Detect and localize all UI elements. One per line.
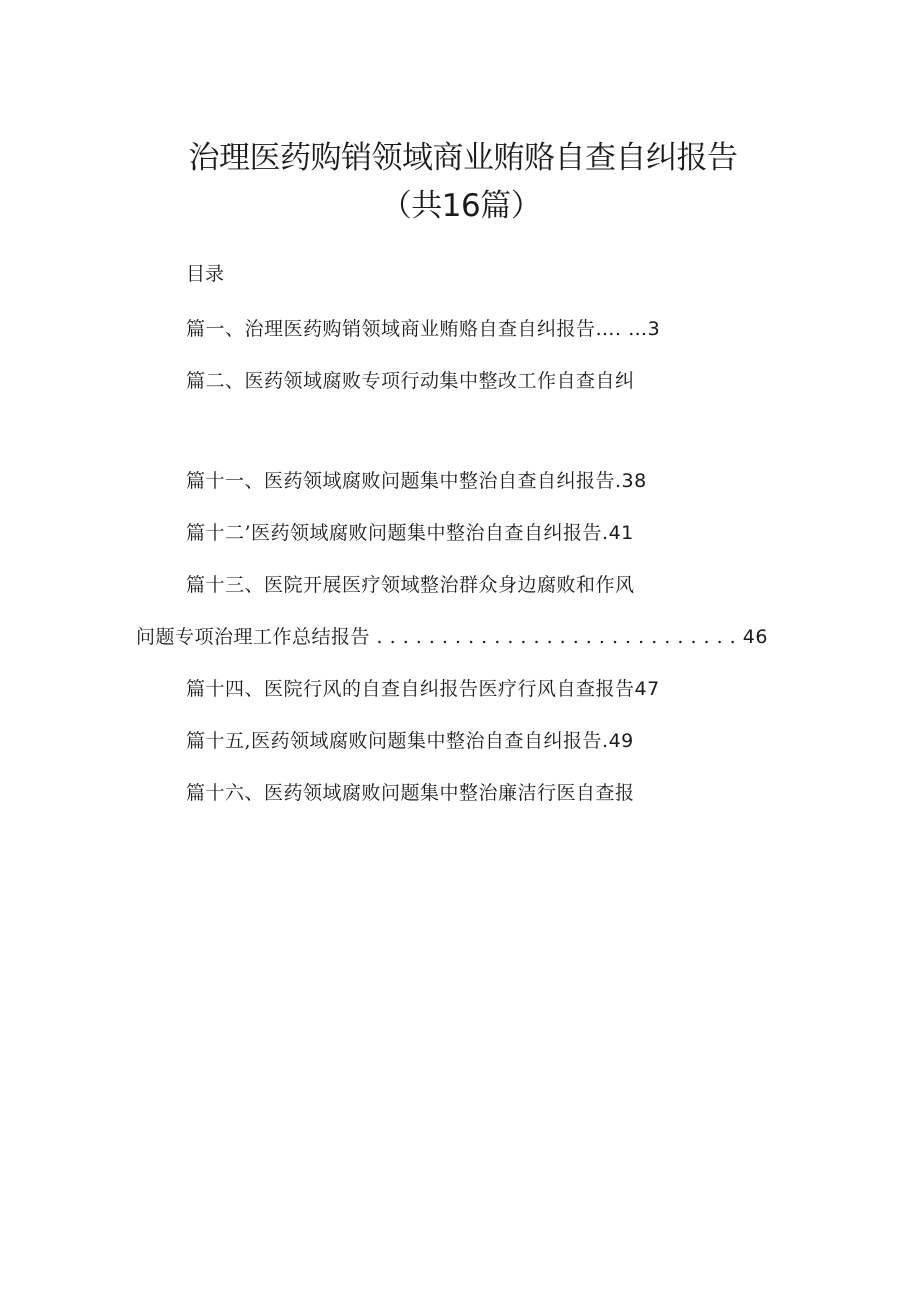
- toc-entry[interactable]: [186, 314, 660, 341]
- toc-entry-page: 46: [742, 626, 768, 648]
- toc-entry-text: 篇十五,医药领域腐败问题集中整治自查自纠报告.: [186, 730, 609, 752]
- toc-entry-text: 篇十二’医药领域腐败问题集中整治自查自纠报告.: [186, 522, 609, 544]
- toc-entry-page: 49: [608, 730, 634, 752]
- toc-entry[interactable]: [186, 518, 634, 545]
- toc-entry-text: 篇十三、医院开展医疗领域整治群众身边腐败和作风: [186, 574, 635, 596]
- toc-heading: 目录: [186, 263, 225, 285]
- document-subtitle-count: （共16篇）: [380, 188, 542, 224]
- document-title: 治理医药购销领域商业贿赂自查自纠报告: [188, 140, 738, 176]
- toc-entry-text: 篇一、治理医药购销领域商业贿赂自查自纠报告…. …: [186, 318, 648, 340]
- toc-entry-text: 篇十四、医院行风的自查自纠报告医疗行风自查报告: [186, 678, 635, 700]
- toc-entry[interactable]: [186, 778, 635, 805]
- toc-entry-text: 篇十一、医药领域腐败问题集中整治自查自纠报告.: [186, 470, 622, 492]
- toc-entry-continuation[interactable]: [136, 622, 768, 649]
- toc-entry-text: 篇二、医药领域腐败专项行动集中整改工作自查自纠: [186, 370, 635, 392]
- toc-entry-page: 38: [621, 470, 647, 492]
- toc-entry[interactable]: [186, 570, 635, 597]
- toc-entry-page: 3: [647, 318, 661, 340]
- toc-entry[interactable]: [186, 726, 634, 753]
- toc-entry-page: 47: [634, 678, 660, 700]
- toc-entry-text: 问题专项治理工作总结报告 . . . . . . . . . . . . . . . . . . . . . . . . . . . .: [136, 626, 743, 648]
- toc-entry-page: 41: [608, 522, 634, 544]
- toc-entry[interactable]: [186, 674, 660, 701]
- toc-entry[interactable]: [186, 466, 647, 493]
- toc-entry-text: 篇十六、医药领域腐败问题集中整治廉洁行医自查报: [186, 782, 635, 804]
- toc-entry[interactable]: [186, 366, 635, 393]
